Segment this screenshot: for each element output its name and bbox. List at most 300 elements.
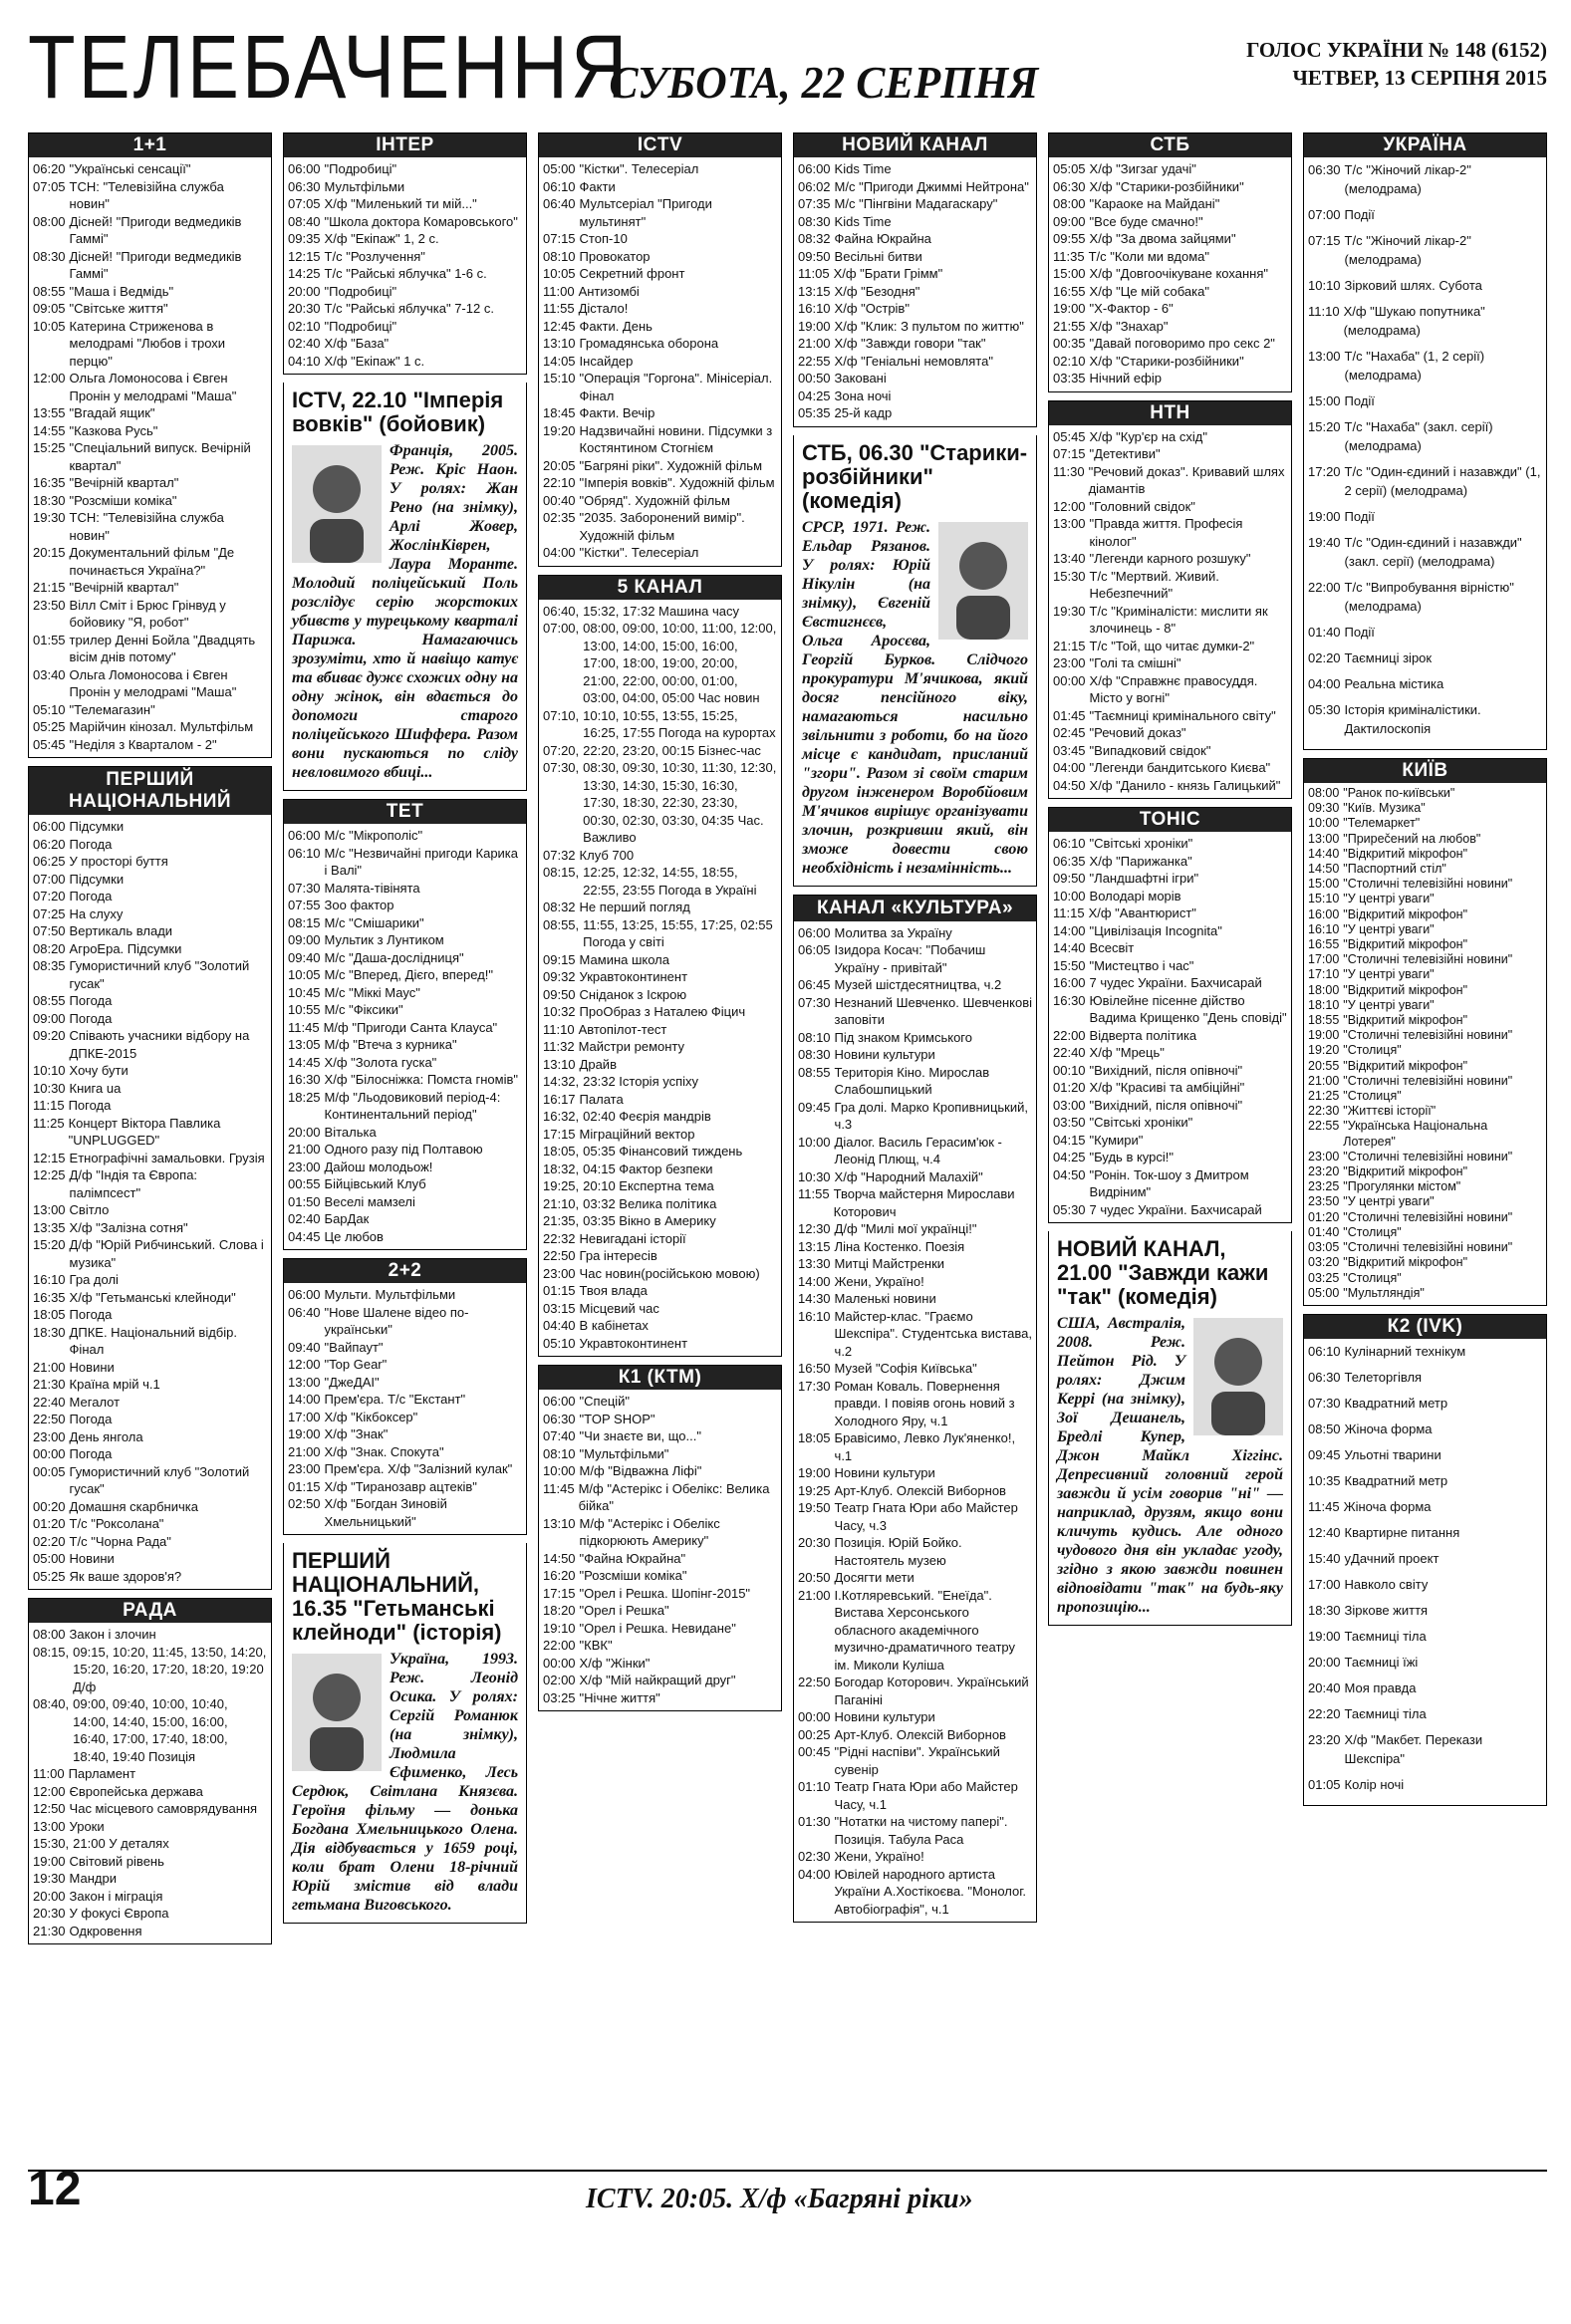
program-item <box>1308 1523 1542 1542</box>
program-item <box>1308 347 1542 385</box>
program-item <box>33 632 267 666</box>
program-title: Гра долі <box>69 1272 119 1287</box>
program-item <box>1053 922 1287 940</box>
program-title: 03:35 Вікно в Америку <box>583 1213 716 1228</box>
program-title: Події <box>1344 393 1375 408</box>
tv-listings-grid <box>28 132 1547 2157</box>
program-item <box>33 1359 267 1377</box>
channel-name: РАДА <box>29 1599 271 1623</box>
program-title: У фокусі Європа <box>69 1906 169 1921</box>
program-time: 21:15 <box>33 580 66 595</box>
program-time: 00:00 <box>1053 672 1086 688</box>
program-time: 13:00 <box>288 1374 321 1390</box>
program-title: Погода <box>69 1010 113 1026</box>
program-list <box>284 157 526 374</box>
program-time: 07:10, <box>543 707 580 723</box>
program-time: 16:17 <box>543 1091 576 1107</box>
program-title: "Орел і Решка. Шопінг-2015" <box>579 1585 751 1601</box>
program-time: 07:25 <box>33 905 66 921</box>
program-item <box>543 248 777 266</box>
program-time: 22:30 <box>1308 1104 1340 1119</box>
program-title: Це любов <box>324 1228 384 1244</box>
program-item <box>798 300 1032 318</box>
program-title: Маленькі новини <box>834 1291 936 1306</box>
program-item <box>33 1626 267 1644</box>
program-title: Діалог. Василь Герасим'юк - Леонід Плющ, ч.4 <box>834 1134 1002 1166</box>
program-title: М/ф "Льодовиковий період-4: Континентальний період" <box>324 1089 501 1122</box>
program-item <box>288 1159 522 1176</box>
program-title: "Рідні наспіви". Український сувенір <box>834 1744 1000 1777</box>
program-time: 10:32 <box>543 1004 576 1019</box>
program-item <box>33 1097 267 1115</box>
program-time: 05:35 <box>798 405 831 420</box>
program-item <box>288 230 522 248</box>
program-time: 12:00 <box>33 371 66 386</box>
program-title: "Столичні телевізійні новини" <box>1343 1149 1513 1163</box>
program-item <box>543 353 777 371</box>
program-item <box>1308 1471 1542 1490</box>
program-item <box>33 992 267 1010</box>
program-title: Факти. День <box>579 318 653 334</box>
program-time: 12:00 <box>1053 498 1086 514</box>
program-item <box>543 968 777 986</box>
program-item <box>798 1813 1032 1848</box>
program-item <box>33 1765 267 1783</box>
program-title: Дайош молодьож! <box>324 1159 433 1174</box>
program-item <box>33 370 267 404</box>
program-title: Гра долі. Марко Кропивницький, ч.3 <box>834 1099 1028 1132</box>
program-time: 07:30 <box>288 880 321 896</box>
program-time: 02:20 <box>33 1533 66 1549</box>
section-title: ТЕЛЕБАЧЕННЯ <box>28 16 631 118</box>
program-title: Погода <box>69 993 113 1008</box>
program-title: Нічний ефір <box>1089 371 1162 386</box>
program-title: "Орел і Решка" <box>579 1603 669 1618</box>
program-item <box>1053 904 1287 922</box>
program-time: 04:40 <box>543 1318 576 1333</box>
program-time: 11:15 <box>1053 905 1085 920</box>
program-time: 15:20 <box>33 1237 66 1252</box>
program-title: 7 чудес України. Бахчисарай <box>1089 1201 1262 1217</box>
program-time: 20:30 <box>288 301 321 316</box>
program-title: Гумористичний клуб "Золотий гусак" <box>69 1463 250 1496</box>
program-title: "Столиця" <box>1343 1089 1402 1104</box>
program-title: "Вайпаут" <box>324 1339 384 1355</box>
program-title: Х/ф "Це мій собака" <box>1089 283 1209 299</box>
program-time: 00:45 <box>798 1744 831 1759</box>
program-item <box>543 1462 777 1480</box>
program-list <box>29 1623 271 1943</box>
program-item <box>1053 463 1287 498</box>
program-title: Хочу бути <box>69 1063 129 1078</box>
program-list <box>1304 1339 1546 1805</box>
program-item <box>798 1255 1032 1273</box>
program-title: "Нічне життя" <box>579 1689 660 1705</box>
program-time: 10:55 <box>288 1002 321 1017</box>
program-time: 07:05 <box>33 178 66 194</box>
actor-photo <box>292 445 382 563</box>
program-time: 19:00 <box>798 1465 831 1480</box>
program-item <box>798 178 1032 196</box>
program-title: Гра інтересів <box>579 1248 657 1263</box>
featured-film-heading: НОВИЙ КАНАЛ, 21.00 "Завжди кажи "так" (комедія) <box>1057 1236 1269 1309</box>
program-title: Т/с "Випробування вірністю" (мелодрама) <box>1344 580 1514 614</box>
program-title: Х/ф "Знак" <box>324 1426 389 1441</box>
program-title: М/ф "Відважна Ліфі" <box>579 1463 702 1478</box>
program-list <box>794 921 1036 1923</box>
program-title: "Легенди бандитського Києва" <box>1089 760 1271 775</box>
program-title: Під знаком Кримського <box>834 1029 972 1045</box>
program-time: 06:30 <box>1308 162 1341 177</box>
program-time: 04:50 <box>1053 777 1086 793</box>
program-time: 08:55, <box>543 916 580 932</box>
program-item <box>543 230 777 248</box>
program-time: 08:30 <box>798 213 831 229</box>
program-time: 04:10 <box>288 353 321 369</box>
program-title: Час новин(російською мовою) <box>579 1265 760 1281</box>
program-time: 15:00 <box>1308 877 1340 892</box>
program-title: Інсайдер <box>579 353 634 369</box>
program-title: "У центрі уваги" <box>1343 892 1435 906</box>
program-item <box>288 1089 522 1124</box>
program-time: 20:00 <box>288 283 321 299</box>
program-item <box>543 916 777 951</box>
program-title: Х/ф "Знахар" <box>1089 318 1169 334</box>
program-time: 06:35 <box>1053 853 1086 869</box>
program-time: 01:15 <box>543 1283 576 1298</box>
actor-photo <box>292 1654 382 1771</box>
program-time: 07:05 <box>288 196 321 211</box>
program-title: Т/с "Чорна Рада" <box>69 1533 171 1549</box>
program-item <box>33 836 267 854</box>
program-time: 23:50 <box>1308 1194 1340 1209</box>
program-time: 09:35 <box>288 231 321 246</box>
program-title: "Головний свідок" <box>1089 498 1195 514</box>
program-title: Концерт Віктора Павлика "UNPLUGGED" <box>68 1115 221 1148</box>
program-title: Ульотні тварини <box>1344 1446 1441 1462</box>
program-item <box>1053 318 1287 336</box>
program-item <box>1308 205 1542 224</box>
program-time: 10:45 <box>288 984 321 1000</box>
program-item <box>1308 1104 1542 1119</box>
program-item <box>543 1038 777 1056</box>
program-title: Уроки <box>69 1818 105 1834</box>
program-title: Реальна містика <box>1344 676 1444 691</box>
program-title: Т/с "Роксолана" <box>69 1516 164 1531</box>
program-time: 12:45 <box>543 318 576 334</box>
program-title: Світовий рівень <box>69 1853 164 1869</box>
program-item <box>1053 283 1287 301</box>
program-item <box>543 899 777 916</box>
program-time: 10:30 <box>33 1080 66 1096</box>
program-title: "Відкритий мікрофон" <box>1343 1164 1468 1179</box>
program-title: М/ф "Астерікс і Обелікс: Велика бійка" <box>578 1480 770 1513</box>
program-time: 07:15 <box>543 231 576 246</box>
program-item <box>1053 1044 1287 1062</box>
program-title: "Вихідний, після опівночі" <box>1089 1097 1243 1113</box>
program-item <box>1053 1027 1287 1045</box>
program-item <box>33 597 267 632</box>
program-title: Незнаний Шевченко. Шевченкові заповіти <box>834 994 1033 1027</box>
actor-photo <box>1193 1318 1283 1435</box>
program-time: 14:00 <box>798 1273 831 1289</box>
program-title: 08:30, 09:30, 10:30, 11:30, 12:30, 13:30, 14:30, 15:30, 16:30, 17:30, 18:30, 22:30, 23:30, 00:30, 02:30, 03:30, 04:35 Час. Важливо <box>583 760 777 845</box>
program-title: "TOP SHOP" <box>579 1411 655 1426</box>
program-title: "Караоке на Майдані" <box>1089 196 1220 211</box>
program-title: "Світські хроніки" <box>1089 836 1193 851</box>
program-time: 03:20 <box>1308 1255 1340 1270</box>
program-item <box>543 370 777 404</box>
program-time: 02:20 <box>1308 650 1341 665</box>
program-title: "Кумири" <box>1089 1132 1144 1148</box>
program-title: Факти. Вечір <box>579 405 655 420</box>
program-time: 12:40 <box>1308 1524 1341 1540</box>
channel-block <box>1303 1314 1547 1806</box>
program-title: Т/с "Райські яблучка" 7-12 с. <box>324 301 494 316</box>
program-title: "Розсміши коміка" <box>579 1568 687 1583</box>
program-time: 00:25 <box>798 1726 831 1742</box>
program-item <box>1308 302 1542 340</box>
program-title: 02:40 Феєрія мандрів <box>583 1109 711 1124</box>
program-title: Х/ф "Клик: З пультом по життю" <box>834 318 1024 334</box>
program-time: 06:20 <box>33 836 66 852</box>
program-title: Х/ф "Шукаю попутника" (мелодрама) <box>1343 304 1485 338</box>
program-item <box>543 509 777 544</box>
program-item <box>543 742 777 760</box>
program-item <box>798 1185 1032 1220</box>
program-time: 15:25 <box>33 440 66 455</box>
date-line: ЧЕТВЕР, 13 СЕРПНЯ 2015 <box>1292 66 1547 90</box>
program-time: 18:32, <box>543 1161 580 1176</box>
program-item <box>798 1290 1032 1308</box>
channel-block <box>283 799 527 1250</box>
program-time: 01:15 <box>288 1478 321 1494</box>
program-time: 20:15 <box>33 545 66 560</box>
program-time: 05:00 <box>33 1551 66 1566</box>
program-title: Погода <box>68 1098 112 1113</box>
program-time: 19:30 <box>33 510 66 525</box>
program-time: 08:10 <box>543 1445 576 1461</box>
program-title: Катерина Стриженова в мелодрамі "Любов і трохи перцю" <box>69 318 226 369</box>
program-item <box>1308 1150 1542 1164</box>
program-time: 11:10 <box>1308 304 1340 319</box>
program-title: Х/ф "Тиранозавр ацтеків" <box>324 1478 477 1494</box>
program-time: 10:05 <box>543 266 576 281</box>
program-time: 19:20 <box>1308 1043 1340 1058</box>
program-item <box>33 300 267 318</box>
program-time: 07:35 <box>798 196 831 211</box>
program-time: 20:30 <box>33 1906 66 1921</box>
program-title: Ольга Ломоносова і Євген Пронін у мелодрамі "Маша" <box>69 371 237 403</box>
program-item <box>1308 786 1542 801</box>
featured-film-description: СРСР, 1971. Реж. Ельдар Рязанов. У ролях: Юрій Нікулін (на знімку), Євгеній Євстигнєєв, Ольга Аросєва, Георгій Бурков. Слідчого прокуратури М'ячикова, який досяг пенсійного віку, намагаються насильно звільнити з роботи, бо на його місце є кандидат, присланий "згори". Разом зі своїм старим другом інженером Воробйовим М'ячиков вирішує організувати злочин, розкривши який, він зможе довести свою необхідність і незамінність... <box>802 518 1028 877</box>
program-title: "У центрі уваги" <box>1343 967 1435 982</box>
program-title: "Нове Шалене відео по-українськи" <box>324 1304 469 1337</box>
program-time: 08:32 <box>798 231 831 246</box>
program-title: Х/ф "Парижанка" <box>1089 853 1192 869</box>
program-title: Співають учасники відбору на ДПКЕ-2015 <box>69 1028 250 1061</box>
program-title: В кабінетах <box>579 1318 649 1333</box>
program-item <box>798 1587 1032 1675</box>
program-time: 06:10 <box>1308 1343 1341 1359</box>
program-item <box>33 922 267 940</box>
program-time: 13:35 <box>33 1219 66 1235</box>
program-item <box>1053 515 1287 550</box>
program-item <box>288 1193 522 1211</box>
program-title: Ювілейне пісенне дійство Вадима Крищенко "День сповіді" <box>1089 992 1287 1025</box>
program-time: 16:32, <box>543 1109 580 1124</box>
program-title: Час місцевого самоврядування <box>69 1801 258 1816</box>
program-time: 22:00 <box>1053 1027 1086 1043</box>
program-item <box>33 422 267 440</box>
program-item <box>1308 1240 1542 1255</box>
program-item <box>1308 231 1542 269</box>
program-item <box>798 924 1032 942</box>
program-item <box>33 1515 267 1533</box>
program-title: Таємниці зірок <box>1344 650 1433 665</box>
program-item <box>33 1289 267 1307</box>
program-title: уДачний проект <box>1344 1550 1440 1566</box>
program-title: АгроЕра. Підсумки <box>69 940 182 956</box>
program-title: Х/ф "Народний Малахій" <box>834 1168 983 1184</box>
program-title: Секретний фронт <box>579 266 685 281</box>
program-time: 10:35 <box>1308 1472 1341 1488</box>
program-time: 11:30 <box>1053 463 1085 479</box>
program-item <box>1308 862 1542 877</box>
program-time: 13:00 <box>1308 831 1340 846</box>
program-time: 06:30 <box>1053 178 1086 194</box>
program-time: 09:50 <box>543 986 576 1002</box>
program-item <box>1308 1420 1542 1438</box>
program-title: 03:32 Велика політика <box>583 1195 717 1211</box>
program-time: 07:00, <box>543 621 580 636</box>
program-time: 04:45 <box>288 1228 321 1244</box>
program-time: 06:30 <box>543 1411 576 1426</box>
program-title: Драйв <box>579 1056 617 1072</box>
program-time: 14:05 <box>543 353 576 369</box>
program-time: 05:00 <box>1308 1285 1340 1300</box>
program-time: 09:55 <box>1053 231 1086 246</box>
program-time: 03:50 <box>1053 1115 1086 1130</box>
program-title: М/с "Міккі Маус" <box>324 984 420 1000</box>
program-item <box>1308 1013 1542 1028</box>
program-title: Вілл Сміт і Брюс Грінвуд у бойовику "Я, робот" <box>69 597 226 630</box>
program-time: 19:00 <box>288 1426 321 1441</box>
program-title: "Все буде смачно!" <box>1089 213 1203 229</box>
program-item <box>288 1141 522 1159</box>
program-title: Провокатор <box>579 248 651 264</box>
program-title: Закон і злочин <box>69 1627 156 1642</box>
program-item <box>798 1134 1032 1168</box>
program-time: 21:00 <box>288 1443 321 1459</box>
channel-name: 1+1 <box>29 133 271 157</box>
program-item <box>543 265 777 283</box>
channel-block <box>793 132 1037 427</box>
program-title: "Київ. Музика" <box>1343 801 1426 816</box>
program-item <box>543 1567 777 1585</box>
program-time: 13:55 <box>33 405 66 420</box>
program-item <box>33 718 267 736</box>
program-item <box>543 1265 777 1283</box>
program-title: "Багряні ріки". Художній фільм <box>579 457 763 473</box>
program-item <box>543 1300 777 1318</box>
program-time: 15:30, <box>33 1836 70 1851</box>
program-title: Х/ф "За двома зайцями" <box>1089 231 1236 246</box>
program-item <box>543 951 777 969</box>
program-item <box>543 1672 777 1689</box>
program-title: Мандри <box>69 1871 118 1886</box>
program-item <box>288 1425 522 1443</box>
program-list <box>29 815 271 1589</box>
program-title: Одного разу під Полтавою <box>324 1142 483 1157</box>
program-time: 00:00 <box>543 1655 576 1671</box>
program-item <box>1053 1166 1287 1201</box>
program-time: 06:40 <box>288 1304 321 1320</box>
program-title: Дісней! "Пригоди ведмедиків Гаммі" <box>69 248 242 281</box>
program-item <box>288 1210 522 1228</box>
channel-name: К2 (IVK) <box>1304 1315 1546 1339</box>
program-title: Роман Коваль. Повернення правди. І повіяв огонь новий з Холодного Яру, ч.1 <box>834 1378 1015 1428</box>
program-time: 12:30 <box>798 1221 831 1236</box>
program-item <box>33 579 267 597</box>
program-time: 21:55 <box>1053 318 1086 334</box>
program-time: 17:00 <box>1308 952 1340 967</box>
program-time: 13:15 <box>798 1238 831 1254</box>
program-time: 18:55 <box>1308 1013 1340 1028</box>
program-item <box>1308 816 1542 831</box>
program-title: Дісней! "Пригоди ведмедиків Гаммі" <box>69 213 242 246</box>
program-item <box>288 1175 522 1193</box>
program-item <box>1308 674 1542 693</box>
program-time: 03:25 <box>1308 1270 1340 1285</box>
program-item <box>543 1655 777 1673</box>
program-title: 12:25, 12:32, 14:55, 18:55, 22:55, 23:55 Погода в Україні <box>583 865 757 898</box>
program-time: 21:15 <box>1053 638 1086 653</box>
program-item <box>33 1800 267 1818</box>
program-title: "Випадковий свідок" <box>1089 742 1211 758</box>
program-time: 08:00 <box>33 1627 66 1642</box>
program-time: 07:00 <box>1308 207 1341 222</box>
program-title: Х/ф "Знак. Спокута" <box>324 1443 444 1459</box>
program-time: 09:40 <box>288 1339 321 1355</box>
program-title: Ліна Костенко. Поезія <box>834 1238 965 1254</box>
program-title: Новини <box>69 1359 115 1375</box>
program-item <box>1308 952 1542 967</box>
program-time: 08:10 <box>798 1029 831 1045</box>
program-item <box>543 1393 777 1411</box>
program-title: "Мистецтво і час" <box>1089 957 1194 973</box>
program-title: М/с "Даша-дослідниця" <box>324 949 464 965</box>
featured-film-description: Франція, 2005. Реж. Кріс Наон. У ролях: Жан Рено (на знімку), Арлі Жовер, ЖослінКіврен, Лаура Моранте. Молодий поліцейський Поль розслідує серію жорстоких убивств у турецькому кварталі Парижа. Намагаючись зрозуміти, хто й навіщо катує та вбиває дужє схожих одну на одну жінок, він вдається до допомоги старого поліцейського Шиффера. Разом вони пускаються по сліду невловимого вбиці... <box>292 442 518 781</box>
program-item <box>33 1027 267 1062</box>
program-time: 16:00 <box>1308 906 1340 921</box>
program-time: 12:00 <box>288 1357 321 1372</box>
program-title: "Вечірній квартал" <box>69 580 179 595</box>
program-time: 11:55 <box>543 301 575 316</box>
program-item <box>1053 759 1287 777</box>
program-time: 16:10 <box>33 1272 66 1287</box>
program-time: 23:20 <box>1308 1164 1340 1179</box>
program-title: "Паспортний стіл" <box>1343 862 1446 877</box>
program-item <box>798 1099 1032 1134</box>
program-time: 13:00 <box>33 1818 66 1834</box>
program-title: Х/ф "Жінки" <box>579 1655 651 1671</box>
program-item <box>33 818 267 836</box>
program-time: 21:00 <box>798 1587 831 1603</box>
program-item <box>288 353 522 371</box>
page-number: 12 <box>28 2163 82 2215</box>
program-list <box>1049 425 1291 799</box>
